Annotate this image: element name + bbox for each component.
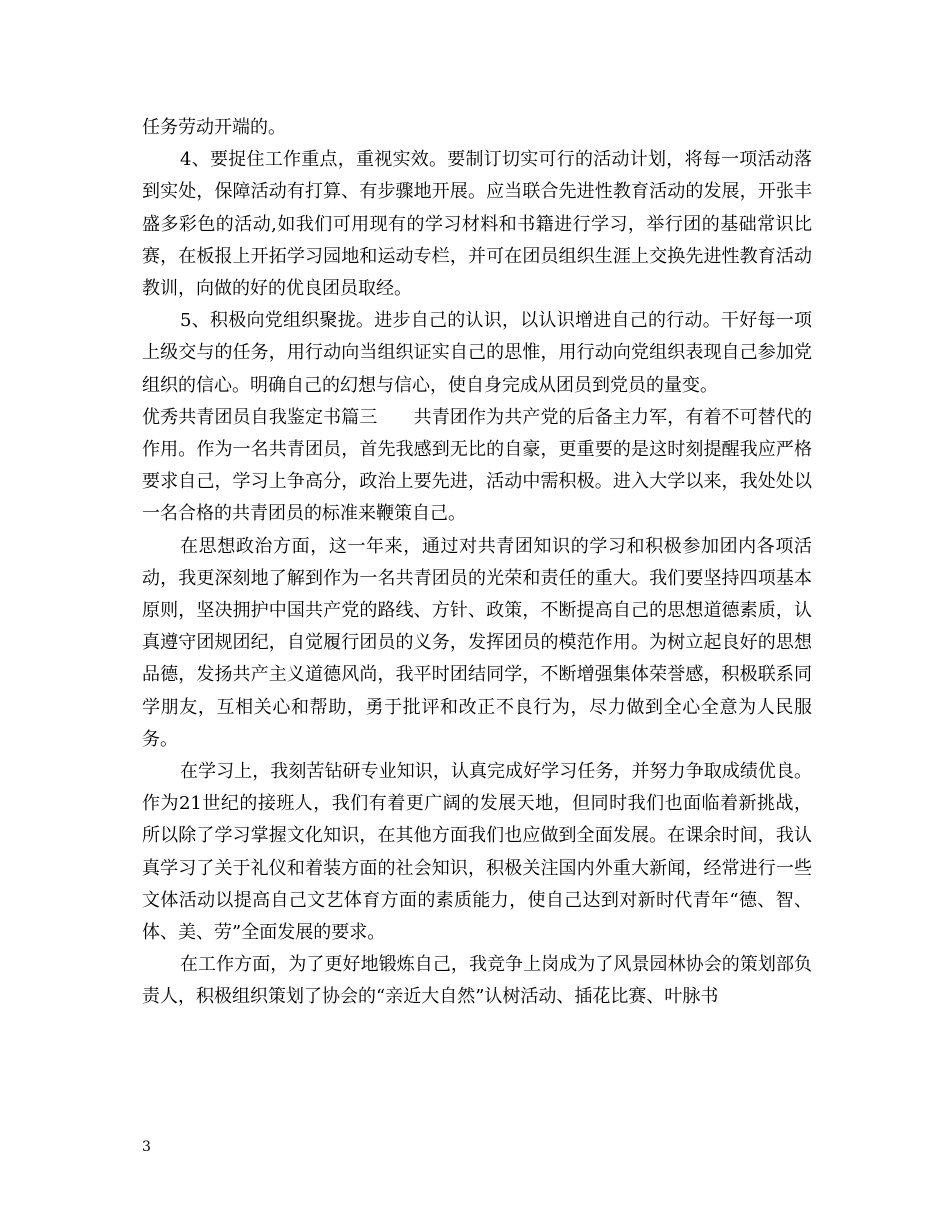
document-body — [142, 112, 812, 1014]
paragraph-6: 在学习上，我刻苦钻研专业知识，认真完成好学习任务，并努力争取成绩优良。作为21世纪的接班人，我们有着更广阔的发展天地，但同时我们也面临着新挑战，所以除了学习掌握文化知识，在其他方面我们也应做到全面发展。在课余时间，我认真学习了关于礼仪和着装方面的社会知识，积极关注国内外重大新闻，经常进行一些文体活动以提高自己文艺体育方面的素质能力，使自己达到对新时代青年“德、智、体、美、劳”全面发展的要求。 — [142, 761, 812, 944]
paragraph-4: 优秀共青团员自我鉴定书篇三 共青团作为共产党的后备主力军，有着不可替代的作用。作为一名共青团员，首先我感到无比的自豪，更重要的是这时刻提醒我应严格要求自己，学习上争高分，政治上要先进，活动中需积极。进入大学以来，我处处以一名合格的共青团员的标准来鞭策自己。 — [142, 406, 812, 525]
paragraph-7: 在工作方面，为了更好地锻炼自己，我竞争上岗成为了风景园林协会的策划部负责人，积极组织策划了协会的“亲近大自然”认树活动、插花比赛、叶脉书 — [142, 954, 812, 1008]
paragraph-2: 4、要捉住工作重点，重视实效。要制订切实可行的活动计划，将每一项活动落到实处，保障活动有打算、有步骤地开展。应当联合先进性教育活动的发展，开张丰盛多彩色的活动,如我们可用现有的学习材料和书籍进行学习，举行团的基础常识比赛，在板报上开拓学习园地和运动专栏，并可在团员组织生涯上交换先进性教育活动教训，向做的好的优良团员取经。 — [142, 149, 812, 300]
paragraph-5: 在思想政治方面，这一年来，通过对共青团知识的学习和积极参加团内各项活动，我更深刻地了解到作为一名共青团员的光荣和责任的重大。我们要坚持四项基本原则，坚决拥护中国共产党的路线、方针、政策，不断提高自己的思想道德素质，认真遵守团规团纪，自觉履行团员的义务，发挥团员的模范作用。为树立起良好的思想品德，发扬共产主义道德风尚，我平时团结同学，不断增强集体荣誉感，积极联系同学朋友，互相关心和帮助，勇于批评和改正不良行为，尽力做到全心全意为人民服务。 — [142, 535, 812, 750]
page-number: 3 — [142, 1139, 151, 1155]
paragraph-1: 任务劳动开端的。 — [142, 117, 286, 138]
paragraph-3: 5、积极向党组织聚拢。进步自己的认识，以认识增进自己的行动。干好每一项上级交与的任务，用行动向当组织证实自己的思惟，用行动向党组织表现自己参加党组织的信心。明确自己的幻想与信心，使自身完成从团员到党员的量变。 — [142, 310, 812, 396]
